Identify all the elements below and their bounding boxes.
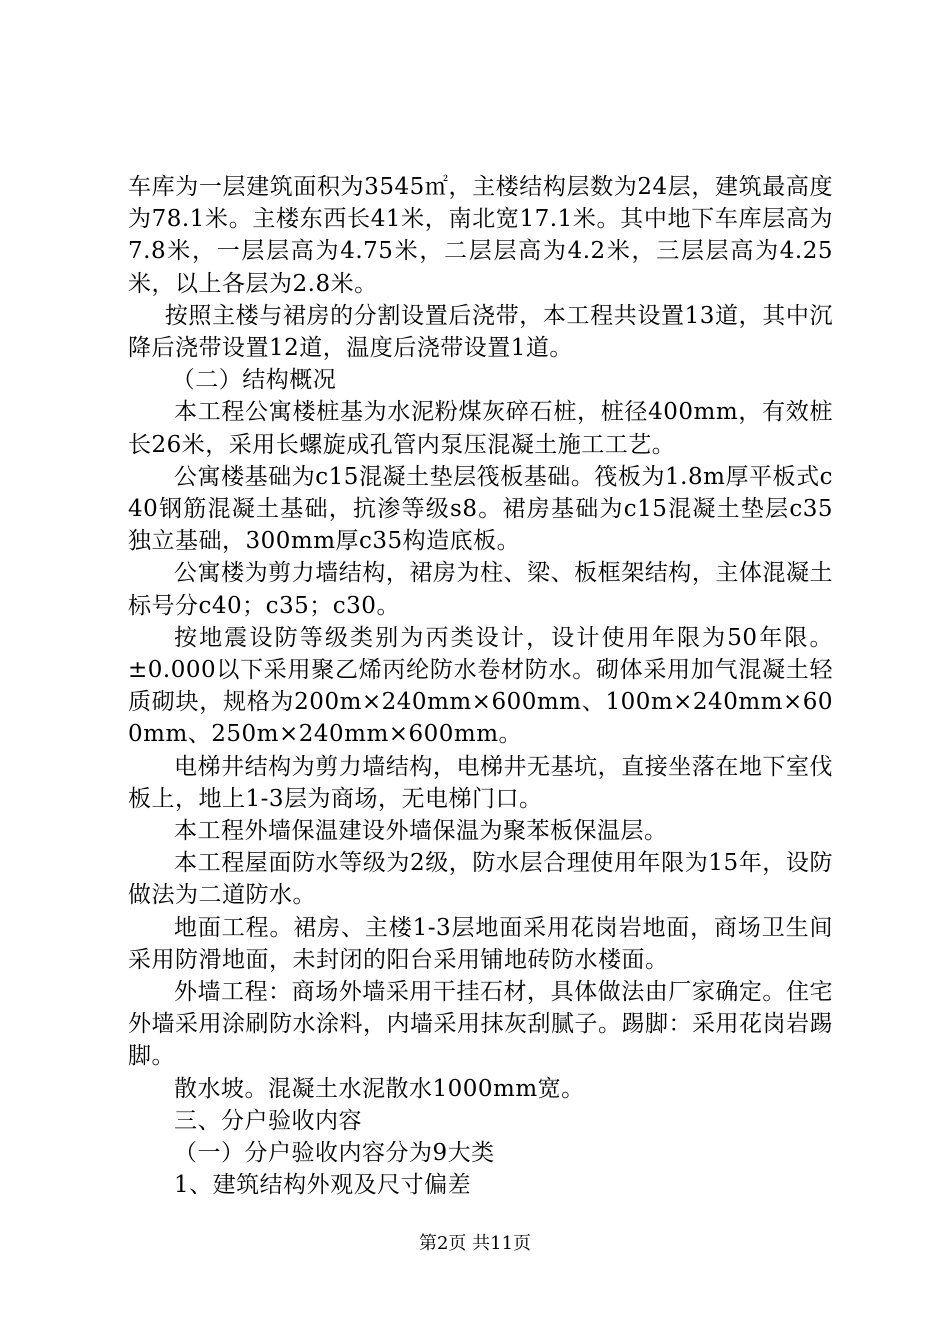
list-item-structure-appearance: 1、建筑结构外观及尺寸偏差	[174, 1172, 472, 1199]
document-body	[128, 171, 833, 1202]
paragraph-exterior-insulation: 本工程外墙保温建设外墙保温为聚苯板保温层。	[174, 818, 668, 845]
page-number-footer: 第2页 共11页	[418, 1233, 532, 1254]
paragraph-roof-waterproofing: 本工程屋面防水等级为2级，防水层合理使用年限为15年，设防做法为二道防水。	[128, 850, 833, 909]
section-heading-structure-overview: （二）结构概况	[171, 367, 337, 394]
paragraph-building-dimensions: 车库为一层建筑面积为3545㎡，主楼结构层数为24层，建筑最高度为78.1米。主楼东西长41米，南北宽17.1米。其中地下车库层高为7.8米，一层层高为4.75米，二层层高为4.2米，三层层高为4.25米，以上各层为2.8米。	[128, 174, 833, 297]
paragraph-foundation: 公寓楼基础为c15混凝土垫层筏板基础。筏板为1.8m厚平板式c40钢筋混凝土基础，抗渗等级s8。裙房基础为c15混凝土垫层c35独立基础，300mm厚c35构造底板。	[128, 463, 833, 555]
paragraph-seismic-design: 按地震设防等级类别为丙类设计，设计使用年限为50年限。±0.000以下采用聚乙烯丙纶防水卷材防水。砌体采用加气混凝土轻质砌块，规格为200m×240mm×600mm、100m×240mm×600mm、250m×240mm×600mm。	[128, 624, 833, 748]
paragraph-apron: 散水坡。混凝土水泥散水1000mm宽。	[174, 1075, 585, 1102]
section-heading-acceptance-content: 三、分户验收内容	[174, 1107, 362, 1134]
paragraph-floor-works: 地面工程。裙房、主楼1-3层地面采用花岗岩地面，商场卫生间采用防滑地面，未封闭的阳台采用铺地砖防水楼面。	[128, 914, 833, 973]
paragraph-post-cast-strips: 按照主楼与裙房的分割设置后浇带，本工程共设置13道，其中沉降后浇带设置12道，温度后浇带设置1道。	[128, 302, 833, 362]
paragraph-exterior-wall-works: 外墙工程：商场外墙采用干挂石材，具体做法由厂家确定。住宅外墙采用涂刷防水涂料，内墙采用抹灰刮腻子。踢脚：采用花岗岩踢脚。	[128, 979, 833, 1070]
paragraph-elevator-shaft: 电梯井结构为剪力墙结构，电梯井无基坑，直接坐落在地下室伐板上，地上1-3层为商场，无电梯门口。	[128, 753, 833, 812]
paragraph-pile-foundation: 本工程公寓楼桩基为水泥粉煤灰碎石桩，桩径400mm，有效桩长26米，采用长螺旋成孔管内泵压混凝土施工工艺。	[128, 399, 833, 458]
paragraph-structure-type: 公寓楼为剪力墙结构，裙房为柱、梁、板框架结构，主体混凝土标号分c40；c35；c30。	[128, 560, 833, 619]
subsection-heading-nine-categories: （一）分户验收内容分为9大类	[174, 1140, 495, 1167]
